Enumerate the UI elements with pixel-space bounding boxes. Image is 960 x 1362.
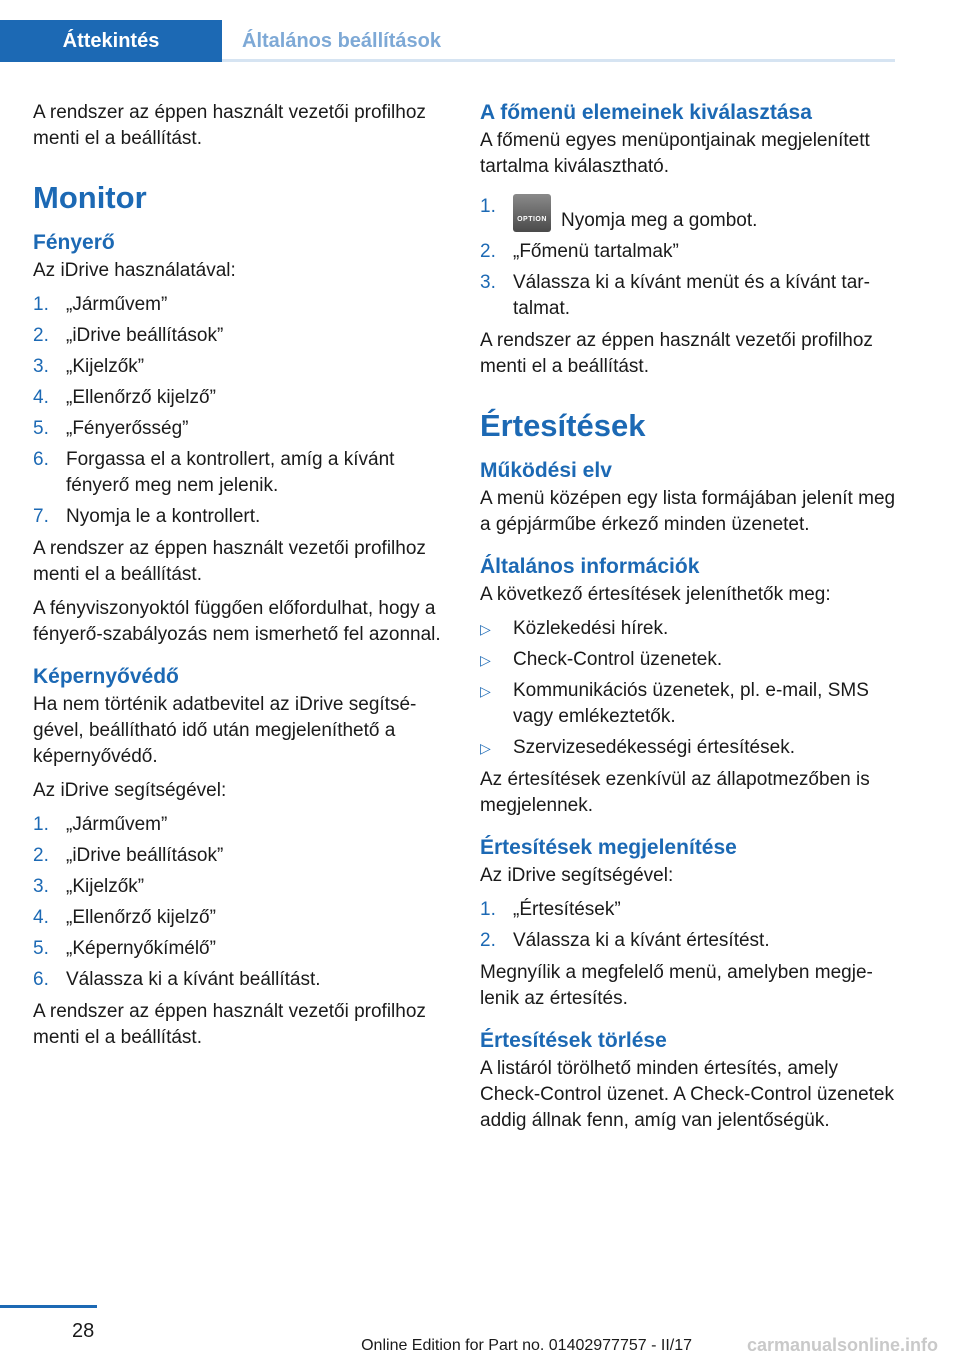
step-number: 1. (33, 814, 49, 835)
step-number: 3. (33, 876, 49, 897)
step-number: 2. (33, 845, 49, 866)
step-text: Forgassa el a kontrollert, amíg a kívánt fényerő meg nem jelenik. (66, 449, 395, 496)
step-number: 6. (33, 449, 49, 470)
edition-text: Online Edition for Part no. 01402977757 - II/17 (361, 1337, 692, 1354)
header-section-tab: Áttekintés (0, 20, 222, 62)
step-number: 1. (33, 294, 49, 315)
option-button-label: OPTION (517, 216, 547, 223)
list-item (480, 678, 900, 730)
brightness-note: A rendszer az éppen használt vezetői profilhoz menti el a beállítást. (33, 538, 426, 585)
principle-heading: Működési elv (480, 459, 612, 482)
main-menu-steps (480, 194, 900, 322)
show-notifications-heading: Értesítések megjelenítése (480, 836, 737, 859)
step-number: 4. (33, 907, 49, 928)
step-number: 7. (33, 506, 49, 527)
screensaver-note: A rendszer az éppen használt vezetői profilhoz menti el a beállítást. (33, 1001, 426, 1048)
item-text: Kommunikációs üzenetek, pl. e-mail, SMS vagy emlékeztetők. (513, 680, 869, 727)
list-item (480, 928, 900, 954)
footer-divider (0, 1305, 97, 1308)
item-text: Check-Control üzenetek. (513, 649, 723, 670)
step-number: 5. (33, 938, 49, 959)
step-number: 1. (480, 899, 496, 920)
list-item (480, 897, 900, 923)
list-item (480, 616, 900, 642)
screensaver-text: Ha nem történik adatbevitel az iDrive segítségével, beállítható idő után megjeleníthető a képernyővédő. (33, 694, 417, 767)
general-info-list (480, 616, 900, 761)
delete-notifications-text: A listáról törölhető minden értesítés, amely Check-Control üzenet. A Check-Control üzenetek addig állnak fenn, amíg van jelentőségük. (480, 1058, 894, 1131)
list-item (33, 843, 453, 869)
list-item (33, 504, 453, 530)
brightness-steps (33, 292, 453, 530)
list-item (33, 905, 453, 931)
list-item (480, 239, 900, 265)
general-info-note: Az értesítések ezenkívül az állapotmezőben is megjelennek. (480, 769, 870, 816)
list-item (33, 385, 453, 411)
step-number: 5. (33, 418, 49, 439)
main-menu-text: A főmenü egyes menüpontjainak megjelenített tartalma kiválasztható. (480, 130, 870, 177)
list-item (33, 936, 453, 962)
general-info-intro: A következő értesítések jeleníthetők meg: (480, 584, 831, 605)
step-text: Nyomja meg a gombot. (561, 210, 758, 231)
list-item (33, 323, 453, 349)
step-text: Válassza ki a kívánt beállítást. (66, 969, 321, 990)
watermark: carmanualsonline.info (746, 1335, 938, 1355)
list-item (33, 874, 453, 900)
notifications-heading: Értesítések (480, 408, 646, 443)
main-menu-heading: A főmenü elemeinek kiválasztása (480, 101, 812, 124)
step-text: „Értesítések” (513, 899, 621, 920)
show-notifications-note: Megnyílik a megfelelő menü, amelyben megjelenik az értesítés. (480, 962, 873, 1009)
list-item (33, 812, 453, 838)
step-text: „Képernyőkímélő” (66, 938, 216, 959)
step-text: „Kijelzők” (66, 356, 145, 377)
triangle-bullet-icon: ▷ (480, 683, 491, 699)
step-number: 3. (480, 272, 496, 293)
list-item (480, 194, 900, 234)
header-chapter-tab: Általános beállítások (242, 29, 441, 52)
list-item (480, 647, 900, 673)
left-column (33, 100, 453, 1059)
step-text: „Ellenőrző kijelző” (66, 387, 216, 408)
triangle-bullet-icon: ▷ (480, 621, 491, 637)
list-item (33, 416, 453, 442)
step-text: Válassza ki a kívánt menüt és a kívánt tartalmat. (513, 272, 870, 319)
option-button-icon (513, 194, 551, 232)
list-item (33, 967, 453, 993)
brightness-heading: Fényerő (33, 231, 115, 254)
screensaver-intro: Az iDrive segítségével: (33, 780, 227, 801)
step-number: 2. (480, 241, 496, 262)
brightness-intro: Az iDrive használatával: (33, 260, 236, 281)
list-item (33, 292, 453, 318)
show-notifications-intro: Az iDrive segítségével: (480, 865, 674, 886)
delete-notifications-heading: Értesítések törlése (480, 1029, 667, 1052)
item-text: Szervizesedékességi értesítések. (513, 737, 795, 758)
step-text: Válassza ki a kívánt értesítést. (513, 930, 770, 951)
monitor-heading: Monitor (33, 180, 147, 215)
step-text: „Fényerősség” (66, 418, 189, 439)
step-text: „Járművem” (66, 814, 168, 835)
intro-paragraph: A rendszer az éppen használt vezetői profilhoz menti el a beállítást. (33, 102, 426, 149)
list-item (480, 270, 900, 322)
step-text: „Ellenőrző kijelző” (66, 907, 216, 928)
general-info-heading: Általános információk (480, 555, 700, 578)
step-number: 4. (33, 387, 49, 408)
right-column (480, 100, 900, 1142)
show-notifications-steps (480, 897, 900, 954)
list-item (33, 447, 453, 499)
step-text: Nyomja le a kontrollert. (66, 506, 261, 527)
step-text: „iDrive beállítások” (66, 845, 224, 866)
step-number: 1. (480, 196, 496, 217)
screensaver-steps (33, 812, 453, 993)
page-number: 28 (72, 1320, 95, 1342)
step-text: „Kijelzők” (66, 876, 145, 897)
screensaver-heading: Képernyővédő (33, 665, 179, 688)
list-item (480, 735, 900, 761)
item-text: Közlekedési hírek. (513, 618, 669, 639)
triangle-bullet-icon: ▷ (480, 652, 491, 668)
step-text: „Főmenü tartalmak” (513, 241, 679, 262)
step-number: 2. (480, 930, 496, 951)
step-text: „Járművem” (66, 294, 168, 315)
step-number: 3. (33, 356, 49, 377)
step-text: „iDrive beállítások” (66, 325, 224, 346)
triangle-bullet-icon: ▷ (480, 740, 491, 756)
step-number: 6. (33, 969, 49, 990)
page-header (0, 0, 895, 62)
brightness-note-light: A fényviszonyoktól függően előfordulhat, hogy a fényerő-szabályozás nem ismerhető fel azonnal. (33, 598, 441, 645)
header-divider (222, 59, 895, 62)
list-item (33, 354, 453, 380)
main-menu-note: A rendszer az éppen használt vezetői profilhoz menti el a beállítást. (480, 330, 873, 377)
principle-text: A menü középen egy lista formájában jelenít meg a gépjárműbe érkező minden üzenetet. (480, 488, 896, 535)
step-number: 2. (33, 325, 49, 346)
